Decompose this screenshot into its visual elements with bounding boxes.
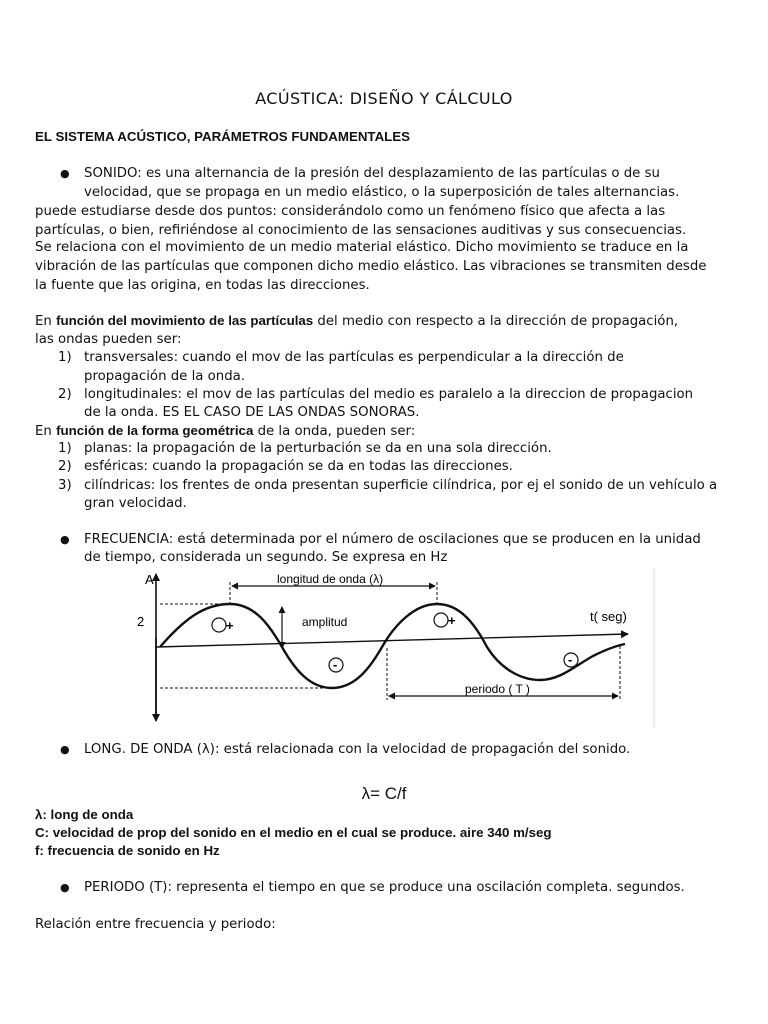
- minus-sign: -: [333, 657, 338, 672]
- list-item: transversales: cuando el mov de las partículas es perpendicular a la dirección de: [84, 350, 624, 365]
- frecuencia-line-1: FRECUENCIA: está determinada por el número de oscilaciones que se producen en la unidad: [84, 532, 701, 547]
- list-item-cont: propagación de la onda.: [84, 369, 246, 384]
- longitud-onda-text: LONG. DE ONDA (λ): está relacionada con la velocidad de propagación del sonido.: [84, 742, 631, 757]
- value-2-label: 2: [137, 614, 145, 629]
- wave-curve: [160, 604, 625, 688]
- definition-c: C: velocidad de prop del sonido en el medio en el cual se produce. aire 340 m/seg: [35, 825, 552, 840]
- periodo-text: PERIODO (T): representa el tiempo en que se produce una oscilación completa. segundos.: [84, 880, 685, 895]
- paragraph-line: Se relaciona con el movimiento de un medio material elástico. Dicho movimiento se traduce en la: [35, 240, 689, 255]
- list-item: planas: la propagación de la perturbación se da en una sola dirección.: [84, 441, 552, 456]
- wavelength-label: longitud de onda (λ): [277, 572, 384, 586]
- list-number: 1): [58, 441, 72, 456]
- minus-sign: -: [568, 652, 573, 667]
- paragraph-line: puede estudiarse desde dos puntos: considerándolo como un fenómeno físico que afecta a las: [35, 204, 666, 219]
- geometry-suffix: de la onda, pueden ser:: [253, 424, 416, 439]
- sonido-line-1: SONIDO: es una alternancia de la presión del desplazamiento de las partículas o de su: [84, 166, 660, 181]
- bullet-icon: ●: [60, 881, 70, 894]
- time-axis-label: t( seg): [590, 609, 627, 624]
- list-number: 3): [58, 478, 72, 493]
- positive-marker: [212, 618, 226, 632]
- section-heading: EL SISTEMA ACÚSTICO, PARÁMETROS FUNDAMENTALES: [35, 129, 411, 144]
- list-item-cont: gran velocidad.: [84, 496, 187, 511]
- page-title: ACÚSTICA: DISEÑO Y CÁLCULO: [255, 89, 513, 108]
- list-item: esféricas: cuando la propagación se da en todas las direcciones.: [84, 459, 513, 474]
- amplitude-label: amplitud: [302, 615, 348, 629]
- geometry-intro: [35, 421, 415, 441]
- period-label: periodo ( T ): [465, 682, 530, 696]
- sonido-line-2: velocidad, que se propaga en un medio elástico, o la superposición de tales alternancias.: [84, 185, 680, 200]
- list-number: 2): [58, 459, 72, 474]
- movement-intro-2: las ondas pueden ser:: [35, 332, 182, 347]
- movement-intro: [35, 311, 678, 331]
- bullet-icon: ●: [60, 167, 70, 180]
- paragraph-line: vibración de las partículas que componen dicho medio elástico. Las vibraciones se transmiten desde: [35, 259, 707, 274]
- positive-marker: [434, 613, 448, 627]
- list-item: longitudinales: el mov de las partículas del medio es paralelo a la direccion de propagacion: [84, 387, 694, 402]
- list-item: cilíndricas: los frentes de onda presentan superficie cilíndrica, por ej el sonido de un vehículo a: [84, 478, 718, 493]
- movement-bold: función del movimiento de las partículas: [56, 313, 314, 328]
- movement-suffix: del medio con respecto a la dirección de propagación,: [313, 314, 679, 329]
- wave-diagram: [135, 568, 660, 728]
- list-number: 2): [58, 387, 72, 402]
- frecuencia-line-2: de tiempo, considerada un segundo. Se expresa en Hz: [84, 550, 448, 565]
- plus-sign: +: [448, 613, 456, 628]
- definition-f: f: frecuencia de sonido en Hz: [35, 843, 220, 858]
- definition-lambda: λ: long de onda: [35, 807, 134, 822]
- bullet-icon: ●: [60, 533, 70, 546]
- axis-a-label: A: [145, 572, 154, 587]
- paragraph-line: partículas, o bien, refiriéndose al conocimiento de las sensaciones auditivas y sus consecuencias.: [35, 223, 687, 238]
- bullet-icon: ●: [60, 743, 70, 756]
- geometry-prefix: En: [35, 424, 57, 439]
- list-item-cont: de la onda. ES EL CASO DE LAS ONDAS SONORAS.: [84, 405, 420, 420]
- movement-prefix: En: [35, 314, 57, 329]
- paragraph-line: la fuente que las origina, en todas las direcciones.: [35, 278, 370, 293]
- geometry-bold: función de la forma geométrica: [56, 423, 254, 438]
- formula: λ= C/f: [361, 784, 407, 803]
- list-number: 1): [58, 350, 72, 365]
- plus-sign: +: [226, 618, 234, 633]
- relacion-text: Relación entre frecuencia y periodo:: [35, 917, 276, 932]
- time-axis: [156, 634, 628, 647]
